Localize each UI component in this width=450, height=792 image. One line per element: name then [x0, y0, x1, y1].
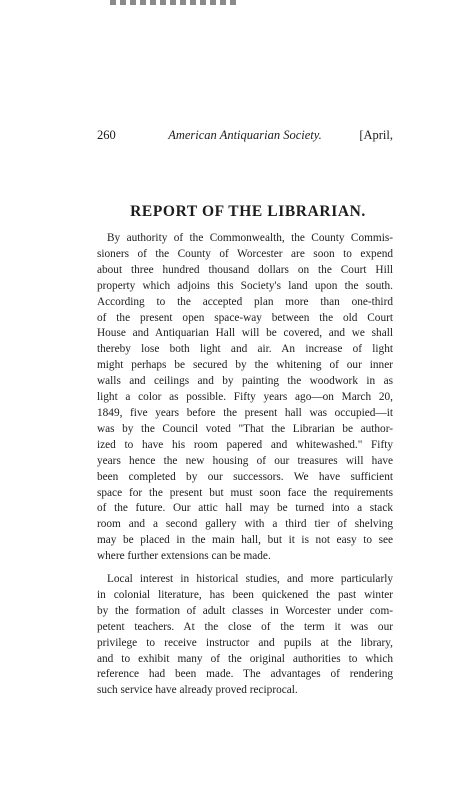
text-line: of the present open space-way between the old Court [97, 311, 393, 324]
text-line: House and Antiquarian Hall will be covered, and we shall [97, 327, 393, 340]
text-line: in colonial literature, has been quickened the past winter [97, 588, 393, 601]
text-line: by the formation of adult classes in Worcester under com- [97, 604, 393, 617]
text-line: By authority of the Commonwealth, the County Commis- [107, 232, 393, 244]
text-line: of the future. Our attic hall may be turned into a stack [97, 502, 393, 515]
text-line: property which adjoins this Society's land upon the south. [97, 279, 393, 292]
paragraph [97, 231, 393, 565]
page-number: 260 [97, 128, 116, 142]
scan-edge-artifact [110, 0, 240, 5]
text-line: walls and ceilings and by painting the woodwork in as [97, 375, 393, 388]
text-line: ized to have his room papered and whitewashed." Fifty [97, 438, 393, 451]
text-line: 1849, five years before the present hall was occupied—it [97, 406, 393, 419]
text-line: space for the present but must soon face the requirements [97, 486, 393, 499]
text-line: was by the Council voted "That the Librarian be author- [97, 422, 393, 435]
issue-month: [April, [359, 128, 393, 142]
text-line: room and a second gallery with a third tier of shelving [97, 518, 393, 531]
text-line: years hence the new housing of our treasures will have [97, 454, 393, 467]
journal-title: American Antiquarian Society. [168, 128, 322, 142]
section-title: REPORT OF THE LIBRARIAN. [130, 203, 366, 220]
text-line: According to the accepted plan more than one-third [97, 295, 393, 308]
text-line: reference had been made. The advantages of rendering [97, 668, 393, 681]
text-line: where further extensions can be made. [97, 550, 271, 563]
running-head [97, 128, 393, 144]
text-line: thereby lose both light and air. An increase of light [97, 343, 393, 356]
text-line: might perhaps be secured by the whitening of our inner [97, 359, 393, 372]
text-line: and to exhibit many of the original authorities to which [97, 652, 393, 665]
text-line: sioners of the County of Worcester are soon to expend [97, 247, 393, 260]
text-line: been completed by our successors. We have sufficient [97, 470, 393, 483]
report-body [97, 231, 393, 699]
text-line: petent teachers. At the close of the term it was our [97, 620, 393, 633]
text-line: about three hundred thousand dollars on the Court Hill [97, 263, 393, 276]
text-line: may be placed in the main hall, but it is not easy to see [97, 534, 393, 547]
text-line: Local interest in historical studies, and more particularly [107, 573, 393, 586]
text-line: light a color as possible. Fifty years ago—on March 20, [97, 391, 393, 404]
paragraph [97, 572, 393, 699]
text-line: such service have already proved reciprocal. [97, 684, 298, 697]
text-line: privilege to receive instructor and pupils at the library, [97, 636, 393, 649]
